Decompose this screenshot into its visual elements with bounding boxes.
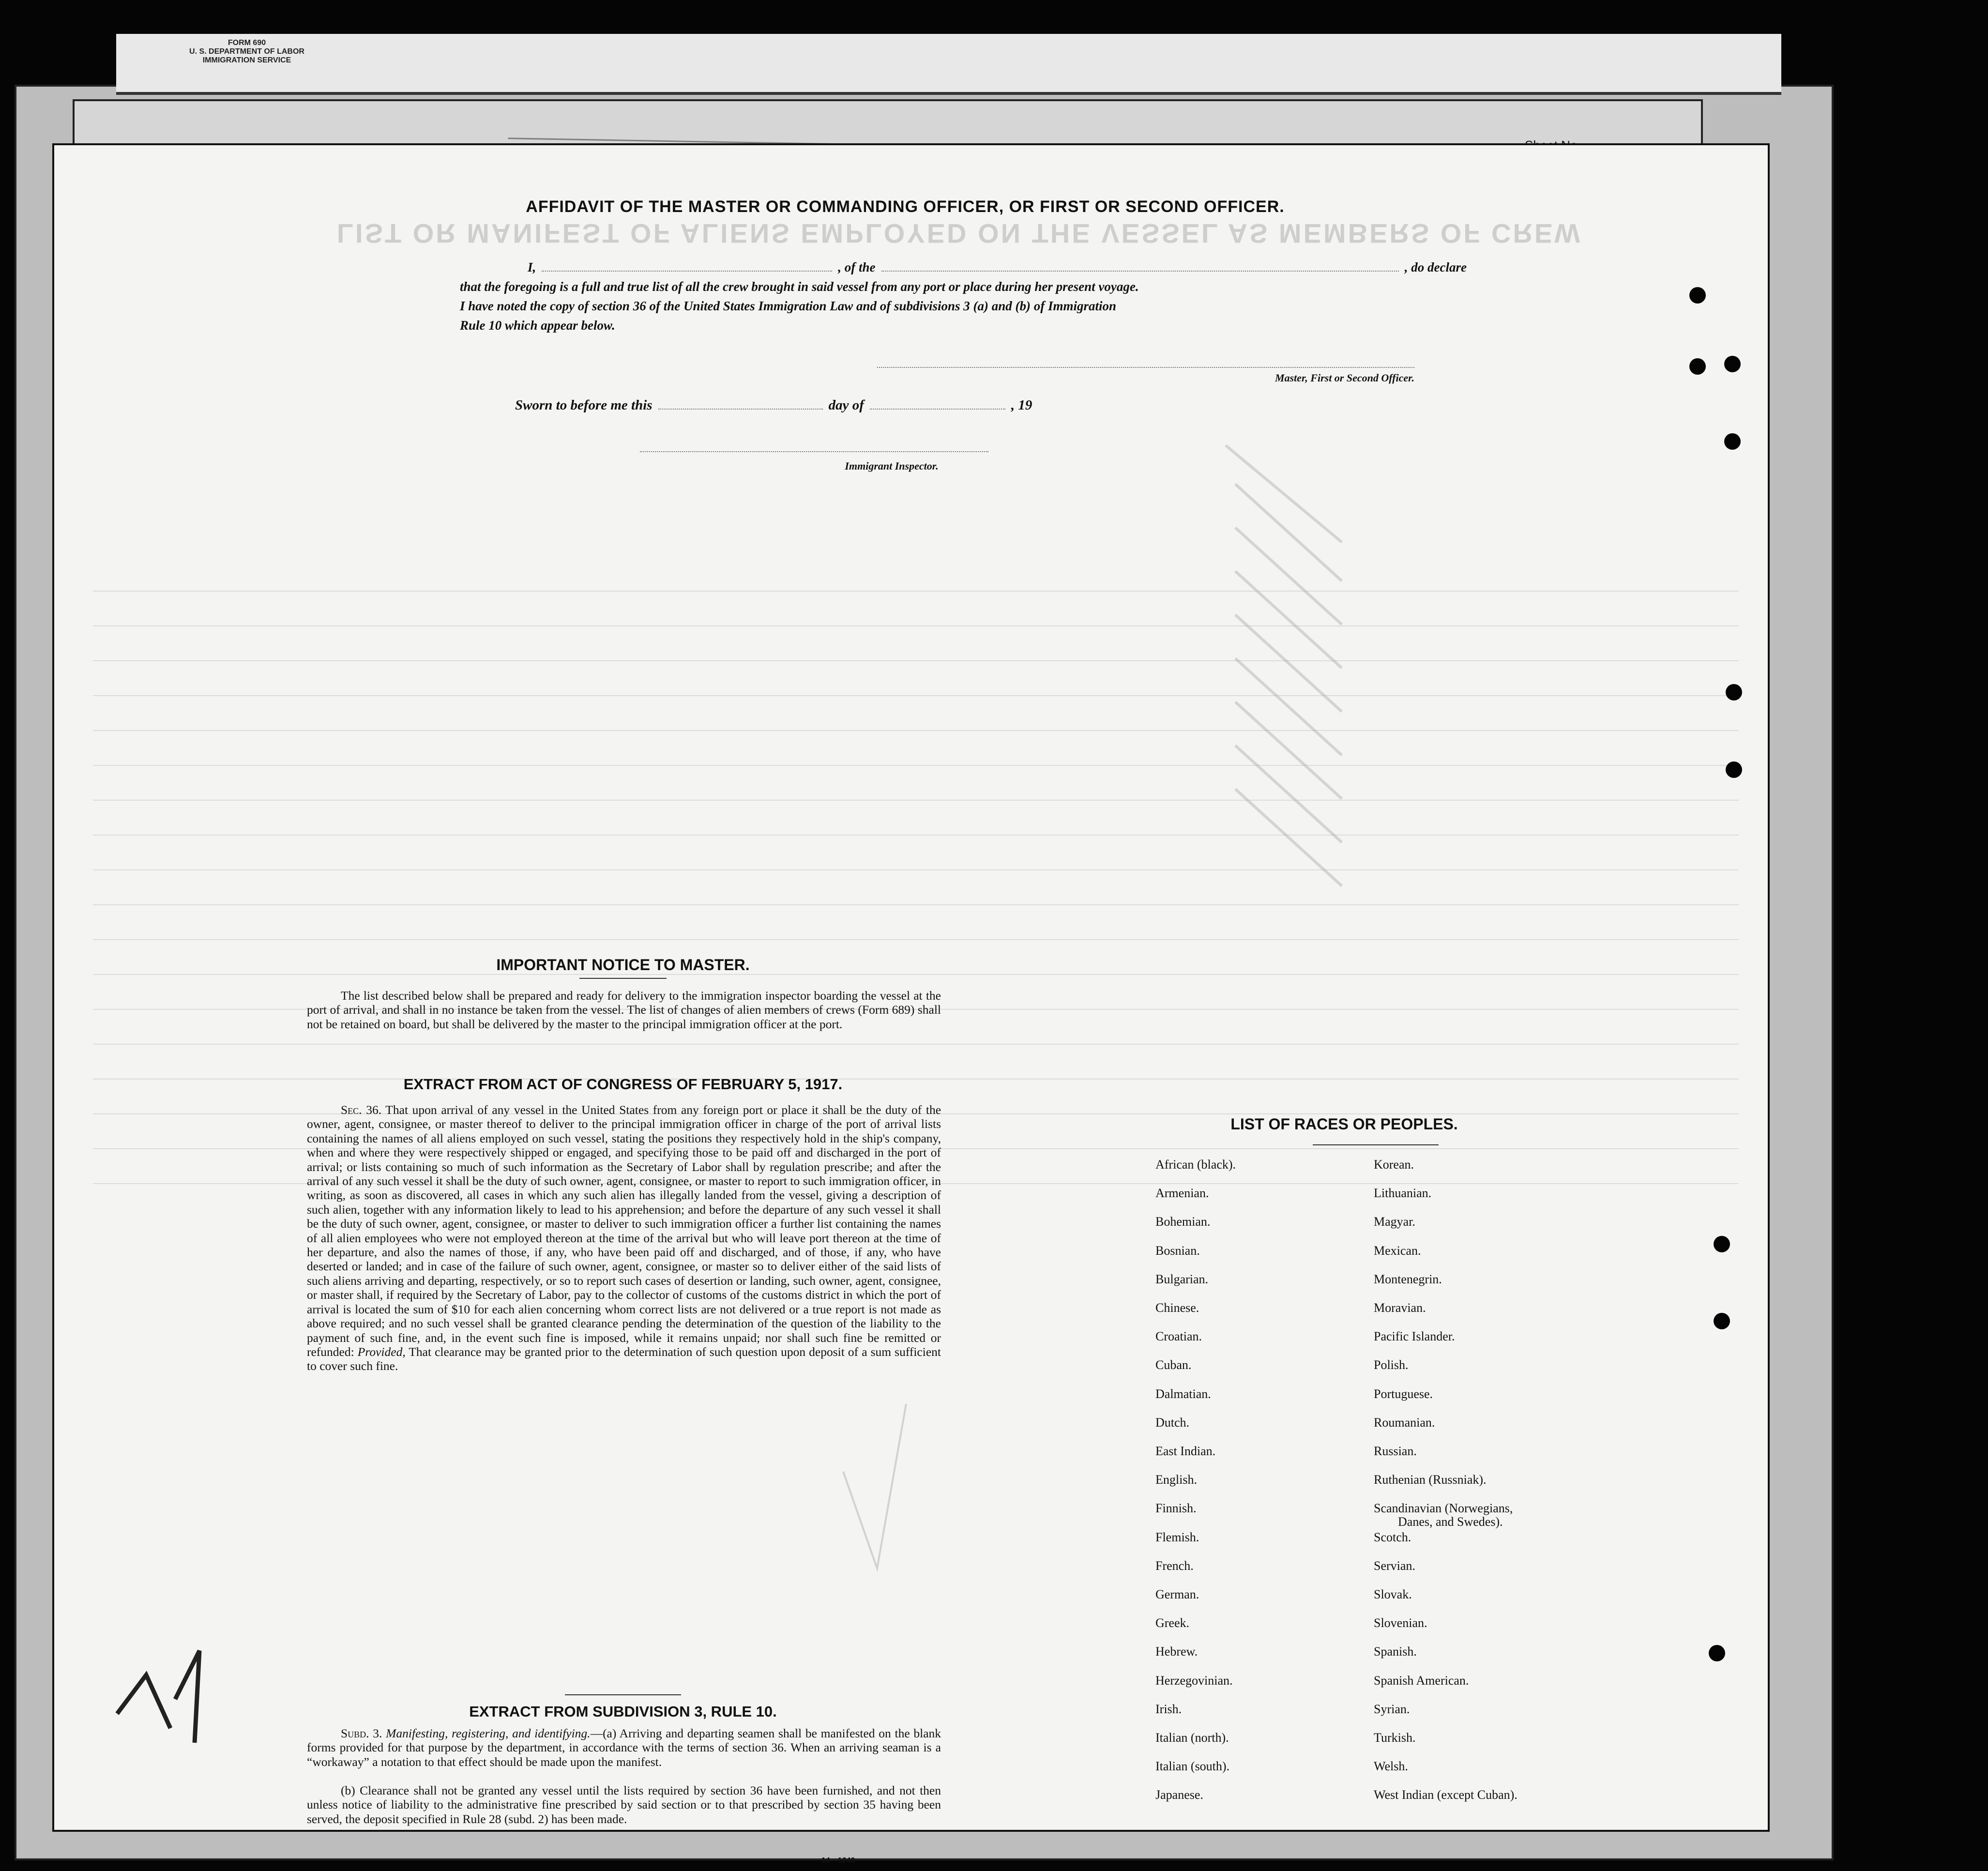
vessel-name-field[interactable]	[881, 259, 1399, 272]
year-label: , 19	[1011, 397, 1032, 413]
race-item: Irish.	[1155, 1702, 1182, 1716]
binder-hole	[1714, 1313, 1730, 1329]
subd-label: Subd. 3.	[341, 1726, 382, 1740]
race-item: Scandinavian (Norwegians,	[1374, 1501, 1513, 1516]
header-tab-text	[160, 39, 334, 65]
race-item: Russian.	[1374, 1444, 1417, 1458]
master-caption: Master, First or Second Officer.	[1275, 372, 1414, 384]
race-item: Lithuanian.	[1374, 1186, 1432, 1201]
act-section-36	[307, 1103, 941, 1373]
section-body: That upon arrival of any vessel in the United States from any foreign port or place it shall be the duty of the owner, agent, consignee, or master thereof to deliver to the principal immigration officer in charge of the port of arrival lists containing the names of all aliens employed on such vessel, stating the positions they respectively hold in the ship's company, when and where they were respectively shipped or engaged, and specifying those to be paid off and discharged in the port of arrival; or lists containing so much of such information as the Secretary of Labor shall by regulation prescribe; and after the arrival of any such vessel it shall be the duty of such owner, agent, consignee, or master to report to such immigration officer, in writing, as soon as discovered, all cases in which any such alien has illegally landed from the vessel, giving a description of such alien, together with any information likely to lead to his apprehension; and before the departure of any such vessel it shall be the duty of such owner, agent, consignee, or master to deliver to such immigration officer a further list containing the names of all alien employees who were not employed thereon at the time of the arrival but who will leave port thereon at the time of her departure, and also the names of those, if any, who have been paid off and discharged, and of those, if any, who have deserted or landed; and in case of the failure of such owner, agent, consignee, or master so to deliver either of the said lists of such aliens arriving and departing, respectively, or so to report such cases of desertion or landing, such owner, agent, consignee, or master shall, if required by the Secretary of Labor, pay to the collector of customs of the customs district in which the port of arrival is located the sum of $10 for each alien concerning whom correct lists are not delivered or a true report is not made as above required; and no such vessel shall be granted clearance pending the determination of the question of the liability to the payment of such fine, and, in the event such fine is imposed, while it remains unpaid; nor shall such fine be remitted or refunded:	[307, 1103, 941, 1359]
race-item: Mexican.	[1374, 1243, 1421, 1258]
subd-heading: Manifesting, registering, and identifying.	[386, 1726, 591, 1740]
binder-hole	[1689, 287, 1706, 304]
notice-body: The list described below shall be prepared and ready for delivery to the immigration inspector boarding the vessel at the port of arrival, and shall in no instance be taken from the vessel. The list of changes of alien members of crews (Form 689) shall not be retained on board, but shall be delivered by the master to the principal immigration officer at the port.	[307, 989, 941, 1031]
rule10-title: EXTRACT FROM SUBDIVISION 3, RULE 10.	[469, 1703, 777, 1720]
race-item: Scotch.	[1374, 1530, 1411, 1544]
binder-hole	[1724, 433, 1741, 450]
race-item: Welsh.	[1374, 1759, 1408, 1774]
race-item: English.	[1155, 1473, 1197, 1487]
race-item: Italian (south).	[1155, 1759, 1230, 1774]
race-item: French.	[1155, 1558, 1194, 1573]
binder-hole	[1709, 1645, 1725, 1661]
declaration-text-4: Rule 10 which appear below.	[460, 318, 615, 333]
races-title: LIST OF RACES OR PEOPLES.	[1230, 1115, 1458, 1133]
race-item: Hebrew.	[1155, 1644, 1198, 1659]
race-item: Spanish American.	[1374, 1673, 1469, 1688]
race-item: Montenegrin.	[1374, 1272, 1442, 1286]
race-item-continued: Danes, and Swedes).	[1398, 1515, 1503, 1529]
race-item: Bohemian.	[1155, 1215, 1211, 1229]
race-item: Herzegovinian.	[1155, 1673, 1233, 1688]
affidavit-title: AFFIDAVIT OF THE MASTER OR COMMANDING OFFICER, OR FIRST OR SECOND OFFICER.	[526, 198, 1285, 216]
races-rule	[1313, 1144, 1439, 1145]
race-item: Finnish.	[1155, 1501, 1197, 1516]
race-item: Bulgarian.	[1155, 1272, 1209, 1286]
master-signature-field[interactable]	[877, 367, 1414, 368]
binder-hole	[1726, 684, 1742, 700]
race-item: Korean.	[1374, 1157, 1414, 1171]
rule10-para-b: (b) Clearance shall not be granted any vessel until the lists required by section 36 have been furnished, and not then unless notice of liability to the administrative fine prescribed by said section or to that prescribed by section 35 having been served, the deposit specified in Rule 28 (subd. 2) has been made.	[307, 1783, 941, 1826]
race-item: Greek.	[1155, 1616, 1190, 1630]
sworn-label: Sworn to before me this	[515, 397, 653, 413]
race-item: Moravian.	[1374, 1301, 1426, 1315]
affidavit-text	[460, 258, 1467, 335]
race-item: Dutch.	[1155, 1415, 1190, 1430]
race-item: African (black).	[1155, 1157, 1236, 1171]
officer-name-field[interactable]	[542, 259, 832, 272]
day-of-label: day of	[828, 397, 864, 413]
title-rule	[579, 978, 667, 979]
vessel-prefix: , of the	[838, 260, 876, 274]
department-label: U. S. DEPARTMENT OF LABOR	[189, 47, 304, 56]
subd-a-text: —(a) Arriving and departing seamen shall be manifested on the blank forms provided for that purpose by the department, in accordance with the terms of section 36. When an arriving seaman is a “workaway” a notation to that effect should be made upon the manifest.	[307, 1726, 941, 1769]
declare-suffix: , do declare	[1404, 260, 1467, 274]
race-item: Italian (north).	[1155, 1731, 1229, 1745]
sworn-month-field[interactable]	[870, 397, 1005, 410]
race-item: Turkish.	[1374, 1731, 1416, 1745]
header-tab	[116, 34, 1781, 95]
provided-word: Provided,	[357, 1344, 406, 1359]
race-item: Flemish.	[1155, 1530, 1199, 1544]
rule10-para-a	[307, 1726, 941, 1769]
race-item: Cuban.	[1155, 1358, 1192, 1372]
race-item: Magyar.	[1374, 1215, 1415, 1229]
race-item: Pacific Islander.	[1374, 1329, 1455, 1344]
notice-title: IMPORTANT NOTICE TO MASTER.	[496, 956, 750, 974]
race-item: Dalmatian.	[1155, 1386, 1211, 1401]
service-label: IMMIGRATION SERVICE	[202, 56, 291, 64]
form-number: 14—1240	[821, 1856, 855, 1865]
binder-hole	[1726, 761, 1742, 778]
affidavit-page	[54, 145, 1768, 1865]
race-item: Spanish.	[1374, 1644, 1417, 1659]
inspector-signature-field[interactable]	[640, 451, 988, 452]
sworn-day-field[interactable]	[658, 397, 823, 410]
race-item: Croatian.	[1155, 1329, 1202, 1344]
race-item: Ruthenian (Russniak).	[1374, 1473, 1487, 1487]
act-title: EXTRACT FROM ACT OF CONGRESS OF FEBRUARY 5, 1917.	[403, 1076, 843, 1093]
binder-hole	[1714, 1236, 1730, 1252]
declaration-text-3: I have noted the copy of section 36 of the United States Immigration Law and of subdivisions 3 (a) and (b) of Immigration	[460, 299, 1117, 313]
race-item: Slovenian.	[1374, 1616, 1427, 1630]
bleed-through-title: LIST OR MANIFEST OF ALIENS EMPLOYED ON THE VESSEL AS MEMBERS OF CREW	[336, 218, 1582, 249]
sworn-line	[515, 397, 1144, 413]
race-item: Slovak.	[1374, 1587, 1412, 1601]
race-item: Roumanian.	[1374, 1415, 1435, 1430]
declaration-line	[460, 258, 1467, 277]
race-item: German.	[1155, 1587, 1199, 1601]
race-item: Bosnian.	[1155, 1243, 1200, 1258]
race-item: West Indian (except Cuban).	[1374, 1788, 1518, 1802]
form-label: FORM 690	[228, 39, 266, 47]
binder-hole	[1689, 358, 1706, 375]
race-item: Polish.	[1374, 1358, 1409, 1372]
race-item: Servian.	[1374, 1558, 1415, 1573]
race-item: Syrian.	[1374, 1702, 1410, 1716]
binder-hole	[1724, 356, 1741, 372]
declarant-prefix: I,	[528, 260, 536, 274]
inspector-caption: Immigrant Inspector.	[845, 460, 939, 472]
declaration-text-2: that the foregoing is a full and true list of all the crew brought in said vessel from any port or place during her present voyage.	[460, 279, 1139, 294]
race-item: Chinese.	[1155, 1301, 1199, 1315]
section-label: Sec. 36.	[341, 1103, 382, 1117]
race-item: East Indian.	[1155, 1444, 1216, 1458]
race-item: Portuguese.	[1374, 1386, 1433, 1401]
race-item: Armenian.	[1155, 1186, 1209, 1201]
race-item: Japanese.	[1155, 1788, 1203, 1802]
section-rule	[565, 1694, 681, 1695]
section-body-end: That clearance may be granted prior to the determination of such question upon deposit of a sum sufficient to cover such fine.	[307, 1344, 941, 1373]
